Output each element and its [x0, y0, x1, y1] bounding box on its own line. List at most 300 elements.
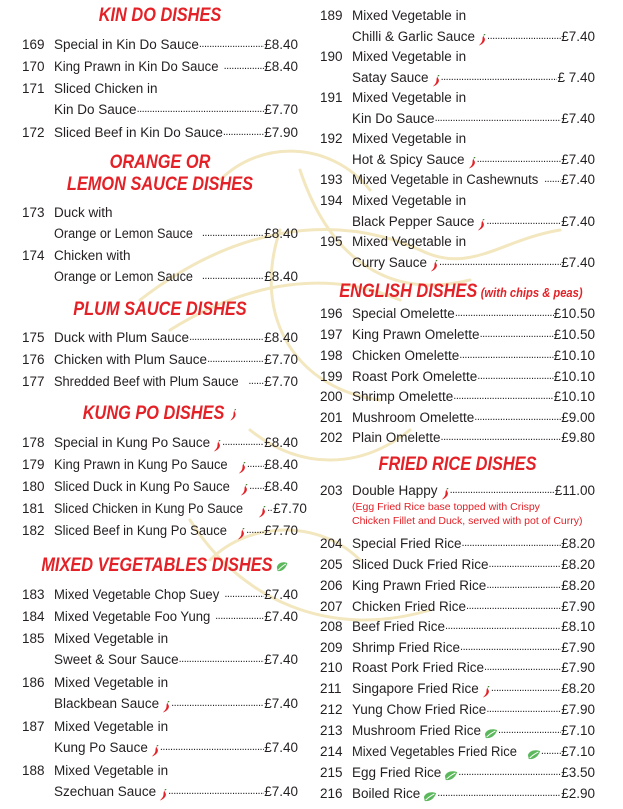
- leaf-icon: [444, 767, 458, 779]
- leader-dots: [453, 386, 553, 407]
- item-line: [54, 34, 298, 55]
- leader-dots: [477, 149, 562, 170]
- chili-icon: [237, 525, 246, 537]
- item-price: £7.40: [561, 214, 595, 229]
- item-name: King Prawn Fried Rice: [352, 578, 487, 593]
- item-price: £10.10: [553, 369, 595, 384]
- item-price: £9.00: [561, 410, 595, 425]
- mixed-veg-heading: [41, 555, 278, 577]
- item-line: [352, 324, 595, 345]
- item-price: £7.40: [561, 152, 595, 167]
- leader-dots: [215, 606, 264, 627]
- item-price: £7.40: [264, 740, 298, 755]
- item-price: £7.90: [561, 702, 595, 717]
- item-name: Mushroom Fried Rice: [352, 723, 482, 738]
- leader-dots: [189, 327, 264, 348]
- menu-item: [320, 366, 595, 387]
- item-name: Mixed Vegetable in Cashewnuts: [352, 172, 539, 187]
- chili-icon: [258, 503, 267, 515]
- item-price: £8.20: [561, 578, 595, 593]
- item-line: [352, 783, 595, 804]
- menu-item-cont: [320, 252, 595, 273]
- menu-item: [320, 678, 595, 699]
- chili-icon: [432, 72, 441, 84]
- item-price: £7.70: [264, 352, 298, 367]
- item-price: £8.40: [264, 479, 298, 494]
- menu-item: [320, 128, 595, 149]
- leader-dots: [168, 781, 264, 802]
- chili-icon: [159, 786, 168, 798]
- item-line: [352, 720, 595, 741]
- leader-dots: [435, 108, 562, 129]
- item-line: [54, 760, 298, 781]
- menu-item: [320, 5, 595, 26]
- item-name: Sweet & Sour Sauce: [54, 652, 179, 667]
- item-line: [352, 533, 595, 554]
- item-number: 170: [22, 59, 45, 74]
- chili-icon: [240, 481, 249, 493]
- item-number: 183: [22, 587, 45, 602]
- item-line: [54, 245, 298, 266]
- item-line: [54, 99, 298, 120]
- english-heading: [339, 281, 583, 304]
- item-price: £10.50: [553, 306, 595, 321]
- kin-do-heading-text: KIN DO DISHES: [98, 5, 222, 26]
- item-number: 209: [320, 640, 343, 655]
- item-number: 215: [320, 765, 343, 780]
- menu-item: [22, 34, 298, 55]
- menu-item-cont: [320, 26, 595, 47]
- item-line: [352, 231, 595, 252]
- item-name: Orange or Lemon Sauce: [54, 226, 193, 241]
- item-name: Mixed Vegetable in: [352, 234, 467, 249]
- menu-item: [320, 616, 595, 637]
- leaf-icon: [484, 725, 498, 737]
- leader-dots: [477, 366, 553, 387]
- item-name: Chicken with: [54, 248, 131, 263]
- item-name: Shredded Beef with Plum Sauce: [54, 374, 239, 389]
- item-number: 195: [320, 234, 343, 249]
- chili-icon: [230, 405, 238, 417]
- item-price: £10.50: [553, 327, 595, 342]
- item-price: £11.00: [554, 483, 595, 498]
- item-price: £7.40: [561, 172, 595, 187]
- item-line: [352, 128, 595, 149]
- chili-icon: [162, 698, 171, 710]
- item-number: 207: [320, 599, 343, 614]
- item-line: [352, 46, 595, 67]
- item-line: [54, 432, 298, 453]
- item-line: [352, 480, 595, 501]
- leader-dots: [445, 616, 561, 637]
- item-line: [352, 427, 595, 448]
- leader-dots: [474, 407, 561, 428]
- item-name: Sliced Duck Fried Rice: [352, 557, 489, 572]
- item-name: Szechuan Sauce: [54, 784, 157, 799]
- leader-dots: [171, 693, 264, 714]
- menu-item-cont: [22, 693, 298, 714]
- item-price: £8.40: [264, 226, 298, 241]
- leader-dots: [202, 266, 264, 287]
- item-name: Sliced Duck in Kung Po Sauce: [54, 479, 230, 494]
- item-price: £8.20: [561, 536, 595, 551]
- item-number: 191: [320, 90, 343, 105]
- item-name: Egg Fried Rice: [352, 765, 442, 780]
- leader-dots: [466, 596, 561, 617]
- item-price: £ 7.40: [557, 70, 595, 85]
- item-number: 181: [22, 501, 45, 516]
- menu-item: [320, 783, 595, 804]
- item-line: [352, 149, 595, 170]
- item-line: [54, 716, 298, 737]
- item-line: [54, 649, 298, 670]
- item-price: £2.90: [561, 786, 595, 801]
- double-happy-note: Chicken Fillet and Duck, served with pot of Curry): [352, 515, 583, 527]
- leaf-icon: [276, 557, 288, 569]
- menu-item-cont: [22, 737, 298, 758]
- item-line: [54, 584, 298, 605]
- leader-dots: [486, 699, 561, 720]
- item-price: £3.50: [561, 765, 595, 780]
- item-price: £7.70: [273, 501, 307, 516]
- item-name: Kin Do Sauce: [352, 111, 435, 126]
- menu-item: [22, 498, 307, 519]
- chili-icon: [151, 742, 160, 754]
- item-line: [352, 386, 595, 407]
- item-name: Duck with Plum Sauce: [54, 330, 190, 345]
- item-line: [54, 371, 298, 392]
- item-name: Mixed Vegetable in: [352, 193, 467, 208]
- item-name: Mixed Vegetable Foo Yung: [54, 609, 211, 624]
- menu-item: [320, 303, 595, 324]
- menu-item: [320, 407, 595, 428]
- item-name: Blackbean Sauce: [54, 696, 160, 711]
- menu-item: [320, 533, 595, 554]
- item-name: Mixed Vegetable in: [352, 8, 467, 23]
- item-line: [352, 5, 595, 26]
- item-number: 211: [320, 681, 342, 696]
- item-number: 189: [320, 8, 343, 23]
- item-number: 208: [320, 619, 343, 634]
- mixed-veg-heading-text: MIXED VEGETABLES DISHES: [41, 555, 273, 576]
- item-name: Singapore Fried Rice: [352, 681, 479, 696]
- item-line: [352, 554, 595, 575]
- item-line: [352, 616, 595, 637]
- leader-dots: [223, 122, 264, 143]
- item-number: 205: [320, 557, 343, 572]
- item-number: 185: [22, 631, 45, 646]
- item-number: 214: [320, 744, 343, 759]
- menu-item-cont: [320, 67, 595, 88]
- item-number: 194: [320, 193, 343, 208]
- item-number: 197: [320, 327, 343, 342]
- item-name: Roast Pork Fried Rice: [352, 660, 485, 675]
- item-number: 179: [22, 457, 45, 472]
- menu-item: [320, 480, 595, 501]
- item-number: 178: [22, 435, 45, 450]
- item-price: £8.10: [561, 619, 595, 634]
- item-line: [54, 693, 298, 714]
- menu-item: [320, 87, 595, 108]
- item-name: Mixed Vegetable Chop Suey: [54, 587, 220, 602]
- item-price: £7.70: [264, 102, 298, 117]
- leader-dots: [224, 584, 264, 605]
- leader-dots: [199, 34, 264, 55]
- item-line: [352, 190, 595, 211]
- item-name: Sliced Beef in Kung Po Sauce: [54, 523, 227, 538]
- fried-rice-heading: [339, 454, 576, 476]
- chili-icon: [477, 216, 486, 228]
- menu-item-cont: [22, 266, 298, 287]
- item-number: 190: [320, 49, 343, 64]
- item-line: [54, 349, 298, 370]
- item-number: 201: [320, 410, 343, 425]
- kin-do-heading: [41, 5, 278, 27]
- item-price: £8.40: [264, 269, 298, 284]
- menu-item: [320, 554, 595, 575]
- item-name: Mixed Vegetable in: [54, 763, 169, 778]
- item-name: Yung Chow Fried Rice: [352, 702, 487, 717]
- leader-dots: [498, 720, 561, 741]
- item-price: £7.40: [264, 696, 298, 711]
- item-price: £7.40: [561, 111, 595, 126]
- item-name: Mixed Vegetable in: [54, 675, 169, 690]
- item-number: 173: [22, 205, 45, 220]
- item-number: 203: [320, 483, 343, 498]
- menu-item: [22, 371, 298, 392]
- menu-item: [320, 169, 595, 190]
- item-number: 204: [320, 536, 343, 551]
- item-line: [352, 87, 595, 108]
- item-number: 196: [320, 306, 343, 321]
- menu-item: [22, 349, 298, 370]
- item-name: Mixed Vegetable in: [352, 49, 467, 64]
- item-line: [54, 202, 298, 223]
- leader-dots: [441, 427, 562, 448]
- menu-item-cont: [22, 781, 298, 802]
- item-name: Mixed Vegetable in: [54, 719, 169, 734]
- item-number: 199: [320, 369, 343, 384]
- menu-item: [22, 520, 298, 541]
- item-number: 202: [320, 430, 343, 445]
- menu-item: [320, 46, 595, 67]
- leader-dots: [246, 520, 264, 541]
- item-line: [352, 596, 595, 617]
- item-line: [54, 628, 298, 649]
- leader-dots: [439, 252, 561, 273]
- kung-po-heading-text: KUNG PO DISHES: [82, 403, 225, 424]
- item-line: [54, 781, 298, 802]
- item-name: Roast Pork Omelette: [352, 369, 478, 384]
- item-price: £7.90: [561, 660, 595, 675]
- item-line: [352, 108, 595, 129]
- item-line: [54, 223, 298, 244]
- item-number: 177: [22, 374, 45, 389]
- menu-item: [22, 606, 298, 627]
- item-name: Kung Po Sauce: [54, 740, 148, 755]
- menu-item: [320, 699, 595, 720]
- item-price: £7.10: [561, 723, 595, 738]
- leader-dots: [222, 432, 264, 453]
- item-line: [54, 454, 298, 475]
- item-number: 172: [22, 125, 45, 140]
- item-number: 171: [22, 81, 45, 96]
- menu-item: [22, 78, 298, 99]
- item-price: £8.40: [264, 435, 298, 450]
- leader-dots: [249, 476, 264, 497]
- item-price: £8.40: [264, 457, 298, 472]
- menu-item-cont: [22, 223, 298, 244]
- item-line: [54, 672, 298, 693]
- leader-dots: [248, 371, 264, 392]
- item-name: Double Happy: [352, 483, 438, 498]
- leader-dots: [462, 533, 562, 554]
- orange-heading-line2-text: LEMON SAUCE DISHES: [66, 174, 254, 195]
- item-number: 176: [22, 352, 45, 367]
- item-price: £7.40: [561, 255, 595, 270]
- menu-item: [22, 122, 298, 143]
- leader-dots: [486, 211, 561, 232]
- leader-dots: [224, 56, 265, 77]
- chili-icon: [238, 459, 247, 471]
- leader-dots: [544, 169, 561, 190]
- item-line: [352, 741, 595, 762]
- item-number: 174: [22, 248, 45, 263]
- item-line: [352, 657, 595, 678]
- item-price: £8.40: [264, 330, 298, 345]
- item-name: King Prawn in Kung Po Sauce: [54, 457, 228, 472]
- chili-icon: [441, 485, 450, 497]
- item-name: Chilli & Garlic Sauce: [352, 29, 476, 44]
- item-number: 184: [22, 609, 45, 624]
- item-price: £7.70: [264, 374, 298, 389]
- item-name: Black Pepper Sauce: [352, 214, 475, 229]
- leader-dots: [441, 67, 558, 88]
- menu-item-cont: [320, 211, 595, 232]
- fried-rice-heading-text: FRIED RICE DISHES: [378, 454, 537, 475]
- menu-item: [22, 628, 298, 649]
- menu-item: [22, 716, 298, 737]
- leader-dots: [486, 575, 561, 596]
- menu-item: [320, 231, 595, 252]
- item-number: 187: [22, 719, 45, 734]
- item-line: [352, 762, 595, 783]
- item-line: [54, 266, 298, 287]
- leader-dots: [455, 303, 554, 324]
- leader-dots: [202, 223, 264, 244]
- item-line: [352, 575, 595, 596]
- english-heading-subtitle: (with chips & peas): [480, 285, 583, 300]
- menu-item: [320, 741, 595, 762]
- item-line: [352, 678, 595, 699]
- item-name: Sliced Chicken in Kung Po Sauce: [54, 501, 244, 516]
- leader-dots: [484, 657, 561, 678]
- item-number: 169: [22, 37, 45, 52]
- item-price: £8.20: [561, 681, 595, 696]
- item-name: Duck with: [54, 205, 113, 220]
- item-name: Mixed Vegetable in: [352, 90, 467, 105]
- item-name: Sliced Beef in Kin Do Sauce: [54, 125, 223, 140]
- leaf-icon: [527, 746, 541, 758]
- plum-heading-text: PLUM SAUCE DISHES: [73, 299, 247, 320]
- item-price: £7.40: [264, 609, 298, 624]
- item-line: [352, 366, 595, 387]
- leader-dots: [480, 324, 554, 345]
- item-name: Orange or Lemon Sauce: [54, 269, 193, 284]
- item-line: [54, 520, 298, 541]
- item-price: £7.40: [264, 784, 298, 799]
- menu-item: [22, 245, 298, 266]
- item-line: [352, 169, 595, 190]
- chili-icon: [213, 437, 222, 449]
- leader-dots: [160, 737, 264, 758]
- item-price: £7.90: [264, 125, 298, 140]
- item-price: £10.10: [553, 348, 595, 363]
- item-line: [54, 327, 298, 348]
- item-line: [54, 737, 298, 758]
- chili-icon: [430, 257, 439, 269]
- item-price: £7.90: [561, 640, 595, 655]
- item-price: £10.10: [553, 389, 595, 404]
- item-number: 188: [22, 763, 45, 778]
- item-name: Chicken with Plum Sauce: [54, 352, 208, 367]
- item-name: Chicken Omelette: [352, 348, 460, 363]
- orange-heading-line2: [41, 174, 278, 196]
- item-line: [54, 122, 298, 143]
- item-line: [352, 26, 595, 47]
- item-number: 210: [320, 660, 343, 675]
- chili-icon: [478, 31, 487, 43]
- kung-po-heading: [41, 403, 278, 425]
- item-number: 180: [22, 479, 45, 494]
- item-line: [352, 637, 595, 658]
- menu-item-cont: [320, 149, 595, 170]
- menu-item: [22, 327, 298, 348]
- item-line: [352, 67, 595, 88]
- menu-item: [22, 56, 298, 77]
- leaf-icon: [423, 788, 437, 800]
- item-number: 216: [320, 786, 343, 801]
- item-name: Satay Sauce: [352, 70, 429, 85]
- menu-item: [320, 427, 595, 448]
- item-line: [352, 252, 595, 273]
- item-line: [352, 345, 595, 366]
- leader-dots: [458, 762, 561, 783]
- item-line: [352, 303, 595, 324]
- menu-item: [320, 637, 595, 658]
- item-name: Mixed Vegetable in: [54, 631, 169, 646]
- double-happy-note: (Egg Fried Rice base topped with Crispy: [352, 501, 540, 513]
- item-number: 186: [22, 675, 45, 690]
- item-line: [54, 606, 298, 627]
- menu-item: [22, 584, 298, 605]
- item-number: 213: [320, 723, 343, 738]
- menu-item: [22, 432, 298, 453]
- item-name: Special in Kin Do Sauce: [54, 37, 199, 52]
- item-price: £7.10: [561, 744, 595, 759]
- item-number: 212: [320, 702, 343, 717]
- item-name: Special in Kung Po Sauce: [54, 435, 211, 450]
- item-number: 182: [22, 523, 45, 538]
- menu-item: [320, 720, 595, 741]
- menu-item-cont: [22, 649, 298, 670]
- leader-dots: [179, 649, 265, 670]
- menu-item-cont: [320, 108, 595, 129]
- item-price: £7.40: [561, 29, 595, 44]
- leader-dots: [487, 26, 561, 47]
- item-name: Hot & Spicy Sauce: [352, 152, 465, 167]
- leader-dots: [491, 678, 561, 699]
